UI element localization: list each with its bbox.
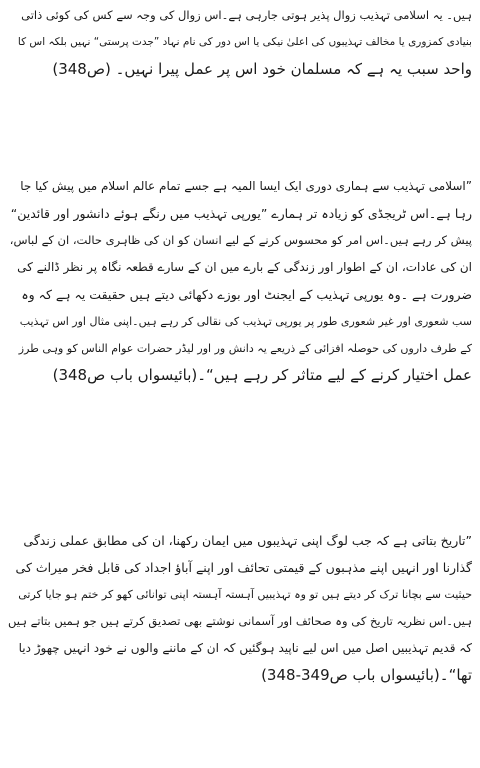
paragraph-1 [8,2,472,83]
text-line: ہیں۔ یہ اسلامی تہذیب زوال پذیر ہوتی جارہی ہے۔اس زوال کی وجہ سے کس کی کوئی ذاتی [21,8,472,22]
text-line: ”اسلامی تہذیب سے ہماری دوری ایک ایسا المیہ ہے جسے تمام عالم اسلام میں پیش کیا جا [20,179,472,193]
text-line: عمل اختیار کرنے کے لیے متاثر کر رہے ہیں“۔(بائیسواں باب ص348) [52,366,472,384]
text-line: گذارنا اور انہیں اپنے مذہبوں کے قیمتی تحائف اور اپنے آباؤ اجداد کی قابل فخر میراث کی [15,560,472,575]
text-line: واحد سبب یہ ہے کہ مسلمان خود اس پر عمل پیرا نہیں۔ (ص348) [52,60,472,78]
text-line: تھا“۔(بائیسواں باب ص349-348) [261,666,472,684]
text-line: کہ قدیم تہذیبیں اصل میں اس لیے ناپید ہوگئیں کہ ان کے ماننے والوں نے خود انہیں چھوڑ دیا [18,641,472,655]
text-line: کے طرف داروں کی حوصلہ افزائی کے ذریعے یہ دانش ور اور لیڈر حضرات عوام الناس کو وہی طرز [18,342,472,355]
text-line: رہا ہے۔اس ٹریجڈی کو زیادہ تر ہمارے ”یورپی تہذیب میں رنگے ہوئے دانشور اور قائدین“ [10,206,472,221]
text-line: حیثیت سے بچانا ترک کر دیتے ہیں تو وہ تہذیبیں آہستہ آہستہ اپنی توانائی کھو کر ختم ہو جایا کرتی [18,588,472,601]
paragraph-2 [8,173,472,389]
text-line: ضرورت ہے ۔وہ یورپی تہذیب کے ایجنٹ اور بوزے دکھائی دیتے ہیں حقیقت یہ ہے کہ وہ [21,287,472,302]
text-line: ہیں۔اس نظریہ تاریخ کی وہ صحائف اور آسمانی نوشتے بھی تصدیق کرتے ہیں جو ہمیں بتاتے ہیں [8,614,472,628]
text-line: ”تاریخ بتاتی ہے کہ جب لوگ اپنی تہذیبوں میں ایمان رکھنا، ان کی مطابق عملی زندگی [23,533,472,548]
paragraph-3 [8,527,472,689]
text-line: سب شعوری اور غیر شعوری طور پر یورپی تہذیب کی نقالی کر رہے ہیں۔اپنی مثال اور اس تہذیب [19,315,472,328]
text-line: ان کی عادات، ان کے اطوار اور زندگی کے بارے میں ان کے سارے قطعہ نگاہ پر نظر ڈالنے کی [17,260,472,274]
text-line: پیش کر رہے ہیں۔اس امر کو محسوس کرنے کے لیے انسان کو ان کی ظاہری حالت، ان کے لباس، [9,233,472,247]
text-line: بنیادی کمزوری یا مخالف تہذیبوں کی اعلیٰ نیکی یا اس دور کی نام نہاد ”جدت پرستی“ نہیں بلکہ اس کا [17,36,472,48]
